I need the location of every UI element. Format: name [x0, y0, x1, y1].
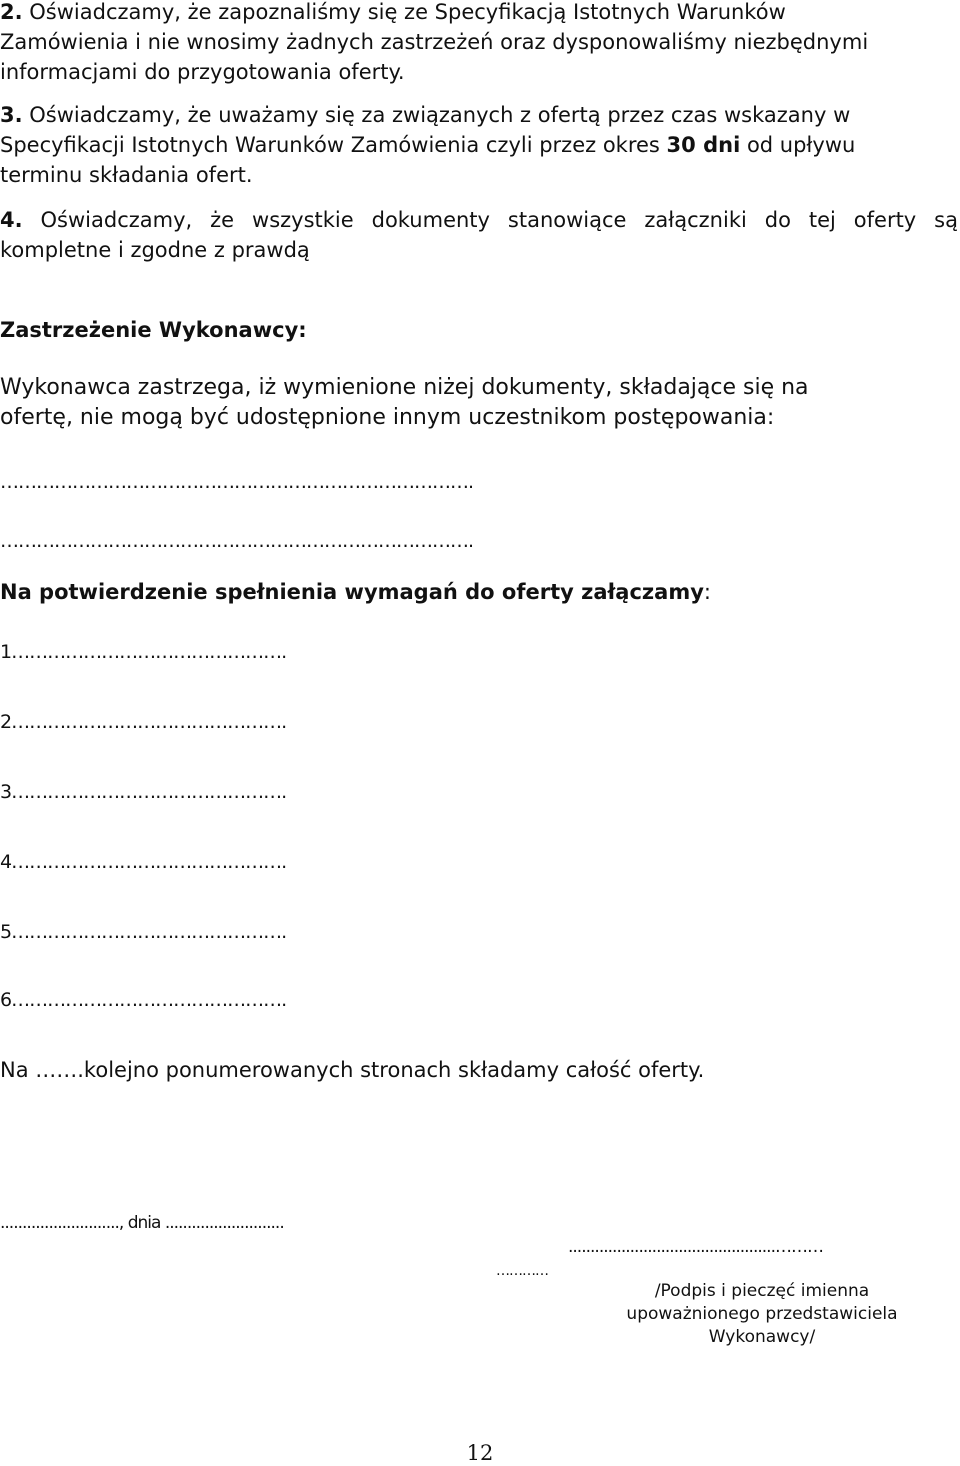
attachments-heading: [0, 577, 711, 607]
item-number: 3.: [0, 103, 23, 127]
item-text: Oświadczamy, że uważamy się za związanych z ofertą przez czas wskazany w: [29, 103, 851, 127]
item-number: 2.: [0, 0, 23, 24]
attachment-entry: 1……………………………………….: [0, 641, 287, 663]
signature-dots: ...............................................………: [568, 1237, 823, 1257]
attachment-entry: 6……………………………………….: [0, 989, 287, 1011]
item-number: 4.: [0, 208, 23, 232]
period-days: 30 dni: [666, 133, 741, 157]
item-text: Oświadczamy, że zapoznaliśmy się ze Specyfikacją Istotnych Warunków: [29, 0, 786, 24]
item-text: terminu składania ofert.: [0, 163, 253, 187]
attachment-entry: 5……………………………………….: [0, 921, 287, 943]
reservation-line: ofertę, nie mogą być udostępnione innym uczestnikom postępowania:: [0, 405, 775, 430]
reservation-text: [0, 373, 809, 433]
attachment-entry: 2……………………………………….: [0, 711, 287, 733]
attachment-entry: 3……………………………………….: [0, 781, 287, 803]
item-text: informacjami do przygotowania oferty.: [0, 60, 405, 84]
pages-count-line: Na …….kolejno ponumerowanych stronach składamy całość oferty.: [0, 1058, 705, 1082]
signature-caption-1: /Podpis i pieczęć imienna: [654, 1281, 870, 1301]
attachment-entry: 4……………………………………….: [0, 851, 287, 873]
page-number: 12: [466, 1441, 494, 1465]
item-text: Oświadczamy, że wszystkie dokumenty stanowiące załączniki do tej oferty są: [40, 208, 958, 232]
item-2: [0, 0, 868, 87]
reservation-line: Wykonawca zastrzega, iż wymienione niżej dokumenty, składające się na: [0, 375, 809, 400]
reservation-heading: Zastrzeżenie Wykonawcy:: [0, 318, 307, 342]
item-4: [0, 205, 958, 265]
item-text: Zamówienia i nie wnosimy żadnych zastrzeżeń oraz dysponowaliśmy niezbędnymi: [0, 30, 869, 54]
item-text: od upływu: [740, 133, 856, 157]
item-text: Specyfikacji Istotnych Warunków Zamówienia czyli przez okres: [0, 133, 667, 157]
signature-dots: …………: [496, 1263, 548, 1279]
reservation-blank: …………………………………………………………………….: [0, 471, 474, 493]
item-3: [0, 100, 855, 190]
attachments-heading-text: Na potwierdzenie spełnienia wymagań do oferty załączamy: [0, 580, 704, 604]
reservation-blank: …………………………………………………………………….: [0, 530, 474, 552]
item-text: kompletne i zgodne z prawdą: [0, 238, 310, 262]
signature-caption-2: upoważnionego przedstawiciela: [626, 1304, 898, 1324]
place-date-line: ..........................., dnia ...........................: [0, 1213, 284, 1233]
attachments-colon: :: [703, 580, 711, 604]
signature-caption-3: Wykonawcy/: [708, 1327, 816, 1347]
